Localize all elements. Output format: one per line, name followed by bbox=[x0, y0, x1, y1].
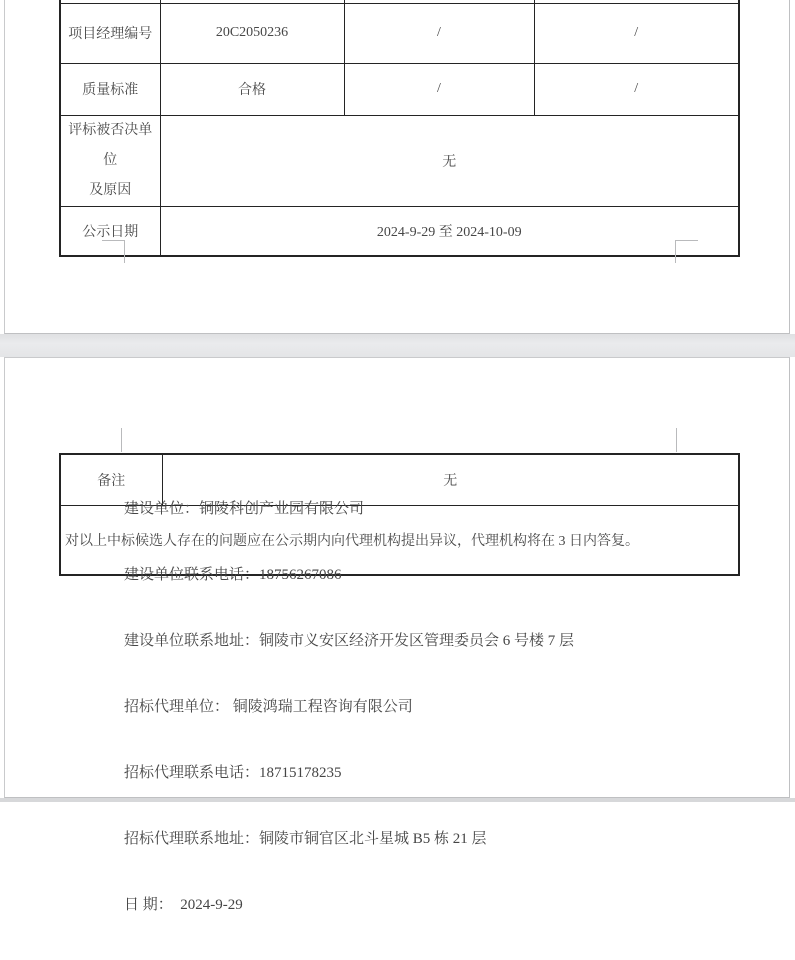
row-label: 备注 bbox=[60, 454, 162, 505]
page-gap bbox=[0, 334, 795, 357]
row-label-line2: 及原因 bbox=[89, 182, 132, 198]
objection-notice-text: 对以上中标候选人存在的问题应在公示期内向代理机构提出异议，代理机构将在 3 日内答复。 bbox=[60, 505, 739, 575]
margin-mark-top-left bbox=[121, 428, 122, 452]
row-label: 质量标准 bbox=[60, 63, 160, 115]
quality-standard-value: 合格 bbox=[160, 63, 344, 115]
table-row-rejected-bidders bbox=[60, 115, 739, 206]
row-label bbox=[60, 115, 160, 206]
rejected-bidders-value: 无 bbox=[160, 115, 739, 206]
row-label: 项目经理编号 bbox=[60, 3, 160, 63]
contact-info-block bbox=[124, 454, 574, 960]
document-page-2[interactable] bbox=[4, 357, 790, 913]
table-row-publicity-period bbox=[60, 206, 739, 256]
margin-mark-bottom-right bbox=[675, 240, 698, 263]
project-info-table bbox=[59, 0, 740, 257]
contact-line-agency-address: 招标代理联系地址：铜陵市铜官区北斗星城 B5 栋 21 层 bbox=[124, 831, 487, 847]
slash-cell: / bbox=[534, 3, 739, 63]
table-row-quality-standard bbox=[60, 63, 739, 115]
contact-line-owner-phone: 建设单位联系电话：18756267086 bbox=[124, 567, 342, 583]
table-row-project-manager-no bbox=[60, 3, 739, 63]
margin-mark-bottom-left bbox=[102, 240, 125, 263]
contact-line-agency-phone: 招标代理联系电话：18715178235 bbox=[124, 765, 342, 781]
window-bottom-strip bbox=[0, 798, 795, 802]
slash-cell: / bbox=[344, 3, 534, 63]
slash-cell: / bbox=[534, 63, 739, 115]
row-label-line1: 评标被否决单位 bbox=[68, 122, 153, 168]
contact-line-owner-address: 建设单位联系地址：铜陵市义安区经济开发区管理委员会 6 号楼 7 层 bbox=[124, 633, 575, 649]
margin-mark-top-right bbox=[676, 428, 677, 452]
document-page-1[interactable] bbox=[4, 0, 790, 334]
row-label: 公示日期 bbox=[60, 206, 160, 256]
project-manager-no-value: 20C2050236 bbox=[160, 3, 344, 63]
contact-line-owner: 建设单位：铜陵科创产业园有限公司 bbox=[124, 501, 365, 517]
slash-cell: / bbox=[344, 63, 534, 115]
publicity-period-value: 2024-9-29 至 2024-10-09 bbox=[160, 206, 739, 256]
contact-line-agency: 招标代理单位： 铜陵鸿瑞工程咨询有限公司 bbox=[124, 699, 413, 715]
contact-line-date: 日 期： 2024-9-29 bbox=[124, 897, 243, 913]
remark-value: 无 bbox=[162, 454, 739, 505]
